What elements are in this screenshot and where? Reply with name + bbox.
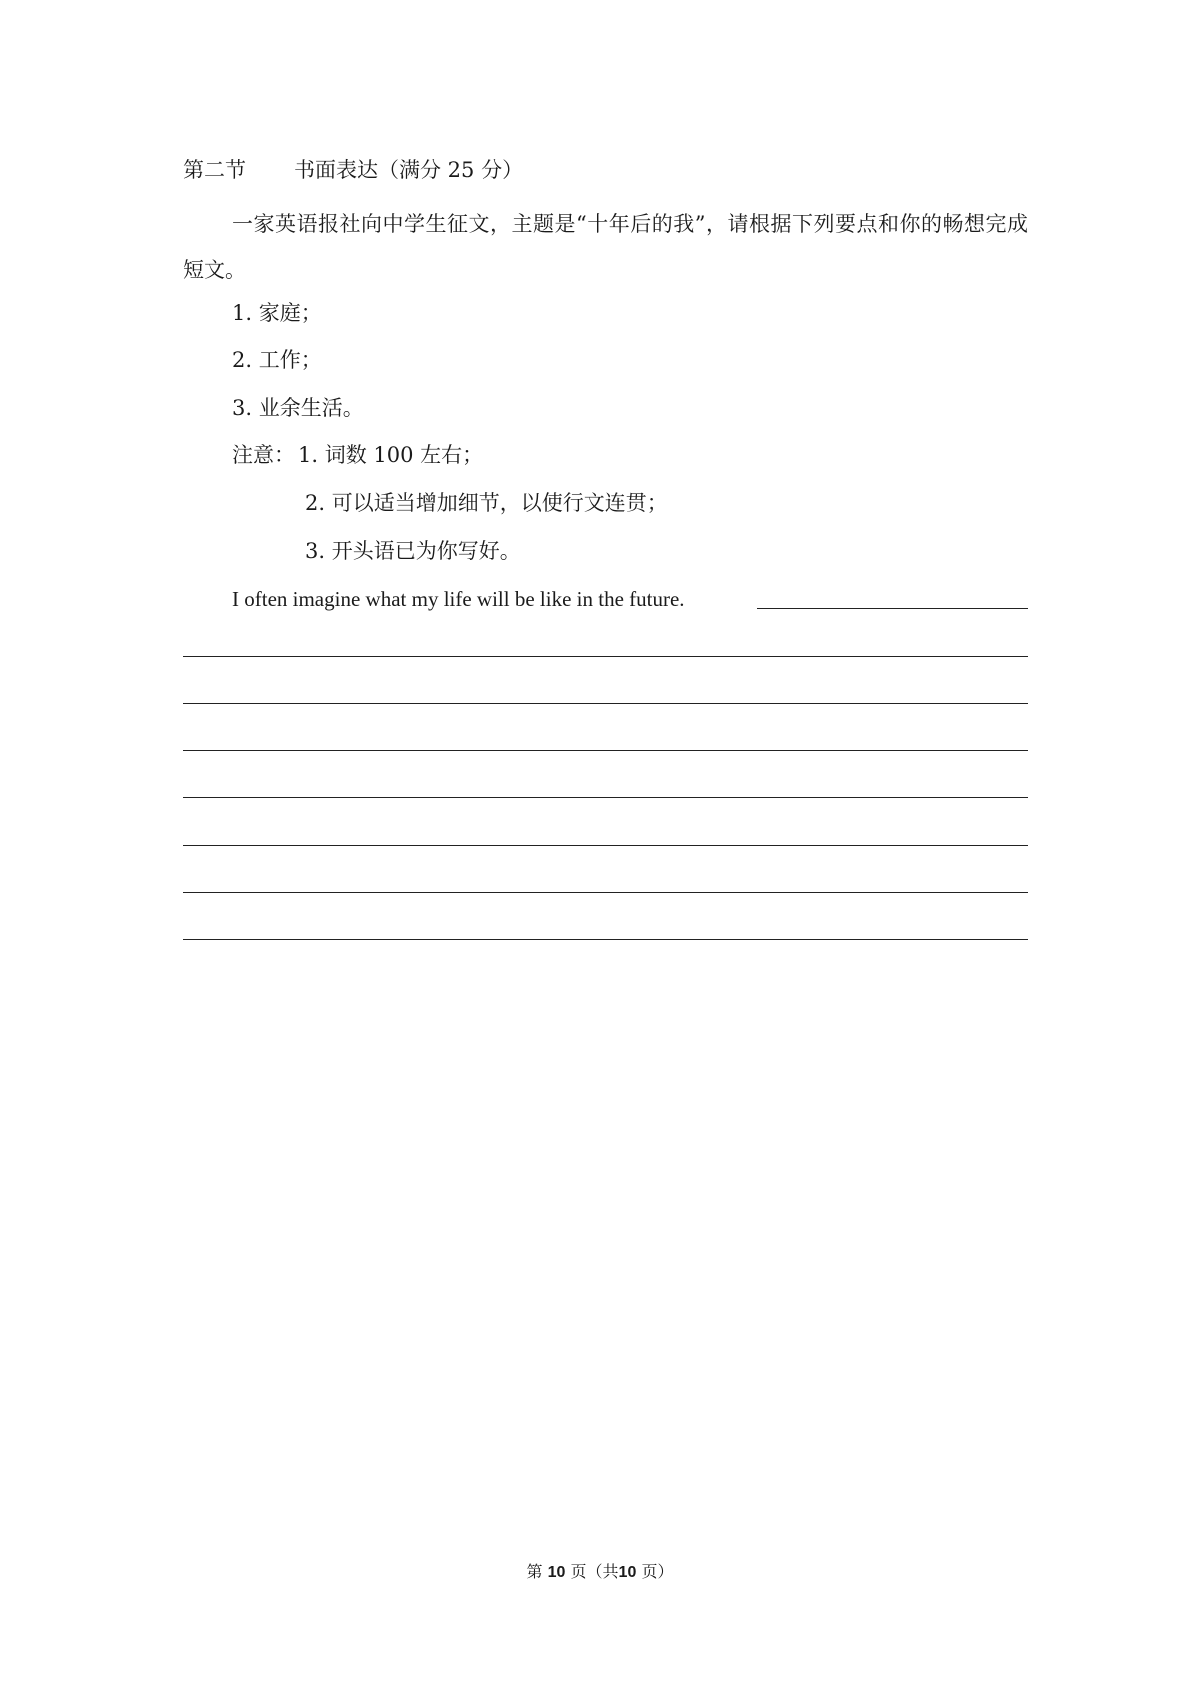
note-item: 3. 开头语已为你写好。 bbox=[305, 539, 521, 563]
section-title: 书面表达（满分 25 分） bbox=[294, 158, 524, 182]
note-item: 1. 词数 100 左右； bbox=[298, 443, 484, 467]
note-item: 2. 可以适当增加细节，以使行文连贯； bbox=[305, 491, 668, 515]
answer-line[interactable] bbox=[183, 703, 1028, 704]
page-footer bbox=[0, 1560, 1200, 1585]
notes-label: 注意： bbox=[232, 443, 295, 467]
essay-opening-sentence: I often imagine what my life will be like in the future. bbox=[232, 587, 685, 611]
answer-line[interactable] bbox=[183, 656, 1028, 657]
footer-prefix: 第 bbox=[526, 1562, 543, 1581]
footer-total-pages: 10 bbox=[618, 1564, 637, 1581]
answer-line[interactable] bbox=[183, 939, 1028, 940]
footer-page-number: 10 bbox=[547, 1564, 566, 1581]
point-item: 1. 家庭； bbox=[232, 301, 322, 325]
answer-line[interactable] bbox=[183, 797, 1028, 798]
answer-line[interactable] bbox=[183, 845, 1028, 846]
footer-suffix: 页） bbox=[641, 1562, 674, 1581]
answer-line[interactable] bbox=[183, 892, 1028, 893]
point-item: 3. 业余生活。 bbox=[232, 396, 364, 420]
writing-prompt: 一家英语报社向中学生征文，主题是“十年后的我”，请根据下列要点和你的畅想完成短文。 bbox=[183, 212, 1028, 282]
point-item: 2. 工作； bbox=[232, 348, 322, 372]
section-label: 第二节 bbox=[183, 158, 246, 182]
footer-middle: 页（共 bbox=[570, 1562, 619, 1581]
answer-line[interactable] bbox=[183, 750, 1028, 751]
answer-line[interactable] bbox=[757, 608, 1028, 609]
